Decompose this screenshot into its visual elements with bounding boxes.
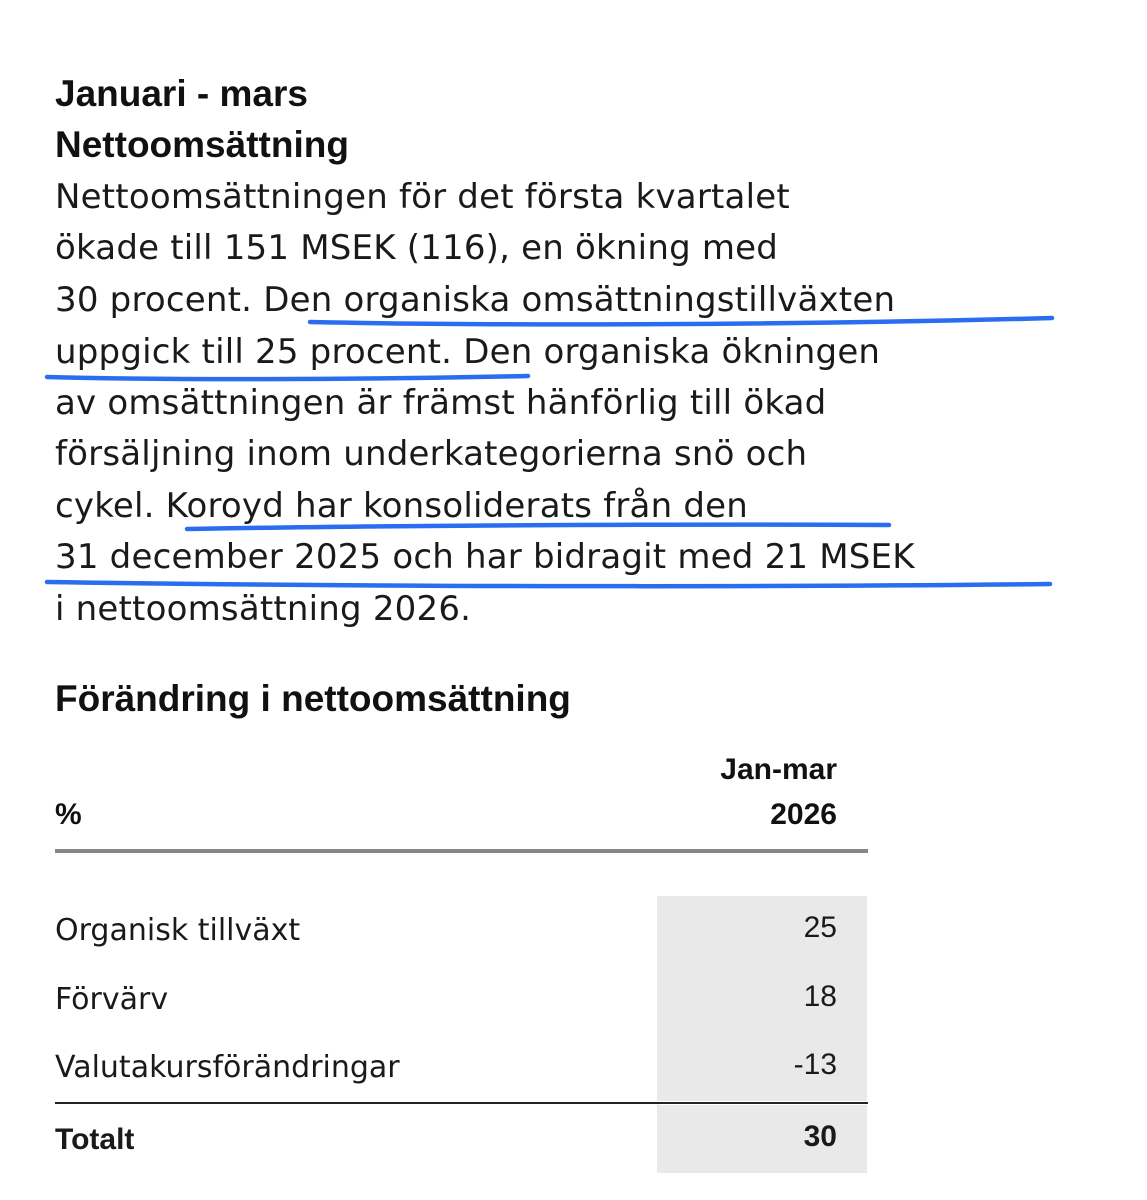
paragraph-line: Nettoomsättningen för det första kvartalet: [55, 177, 790, 217]
header-divider: [55, 849, 868, 853]
row-label: Organisk tillväxt: [55, 913, 301, 948]
table-title: Förändring i nettoomsättning: [55, 678, 571, 719]
total-value: 30: [803, 1120, 837, 1153]
column-header-period: Jan-mar: [720, 753, 837, 786]
paragraph-line: uppgick till 25 procent. Den organiska ökningen: [55, 332, 881, 372]
row-value: 25: [803, 911, 837, 944]
paragraph-line: 30 procent. Den organiska omsättningstillväxten: [55, 280, 896, 320]
paragraph-line: 31 december 2025 och har bidragit med 21 MSEK: [55, 537, 915, 577]
row-value: 18: [803, 980, 837, 1013]
total-divider: [55, 1102, 868, 1104]
paragraph-line: försäljning inom underkategorierna snö och: [55, 434, 808, 474]
section-heading: Nettoomsättning: [55, 124, 349, 165]
total-label: Totalt: [55, 1123, 135, 1156]
row-label: Valutakursförändringar: [55, 1050, 400, 1085]
row-value: -13: [793, 1048, 837, 1081]
column-header-year: 2026: [770, 798, 837, 831]
unit-header: %: [55, 798, 82, 831]
row-label: Förvärv: [55, 982, 169, 1017]
paragraph-line: i nettoomsättning 2026.: [55, 589, 472, 629]
paragraph-line: cykel. Koroyd har konsoliderats från den: [55, 486, 748, 526]
paragraph-line: ökade till 151 MSEK (116), en ökning med: [55, 228, 779, 268]
paragraph-line: av omsättningen är främst hänförlig till ökad: [55, 383, 827, 423]
period-heading: Januari - mars: [55, 73, 308, 114]
